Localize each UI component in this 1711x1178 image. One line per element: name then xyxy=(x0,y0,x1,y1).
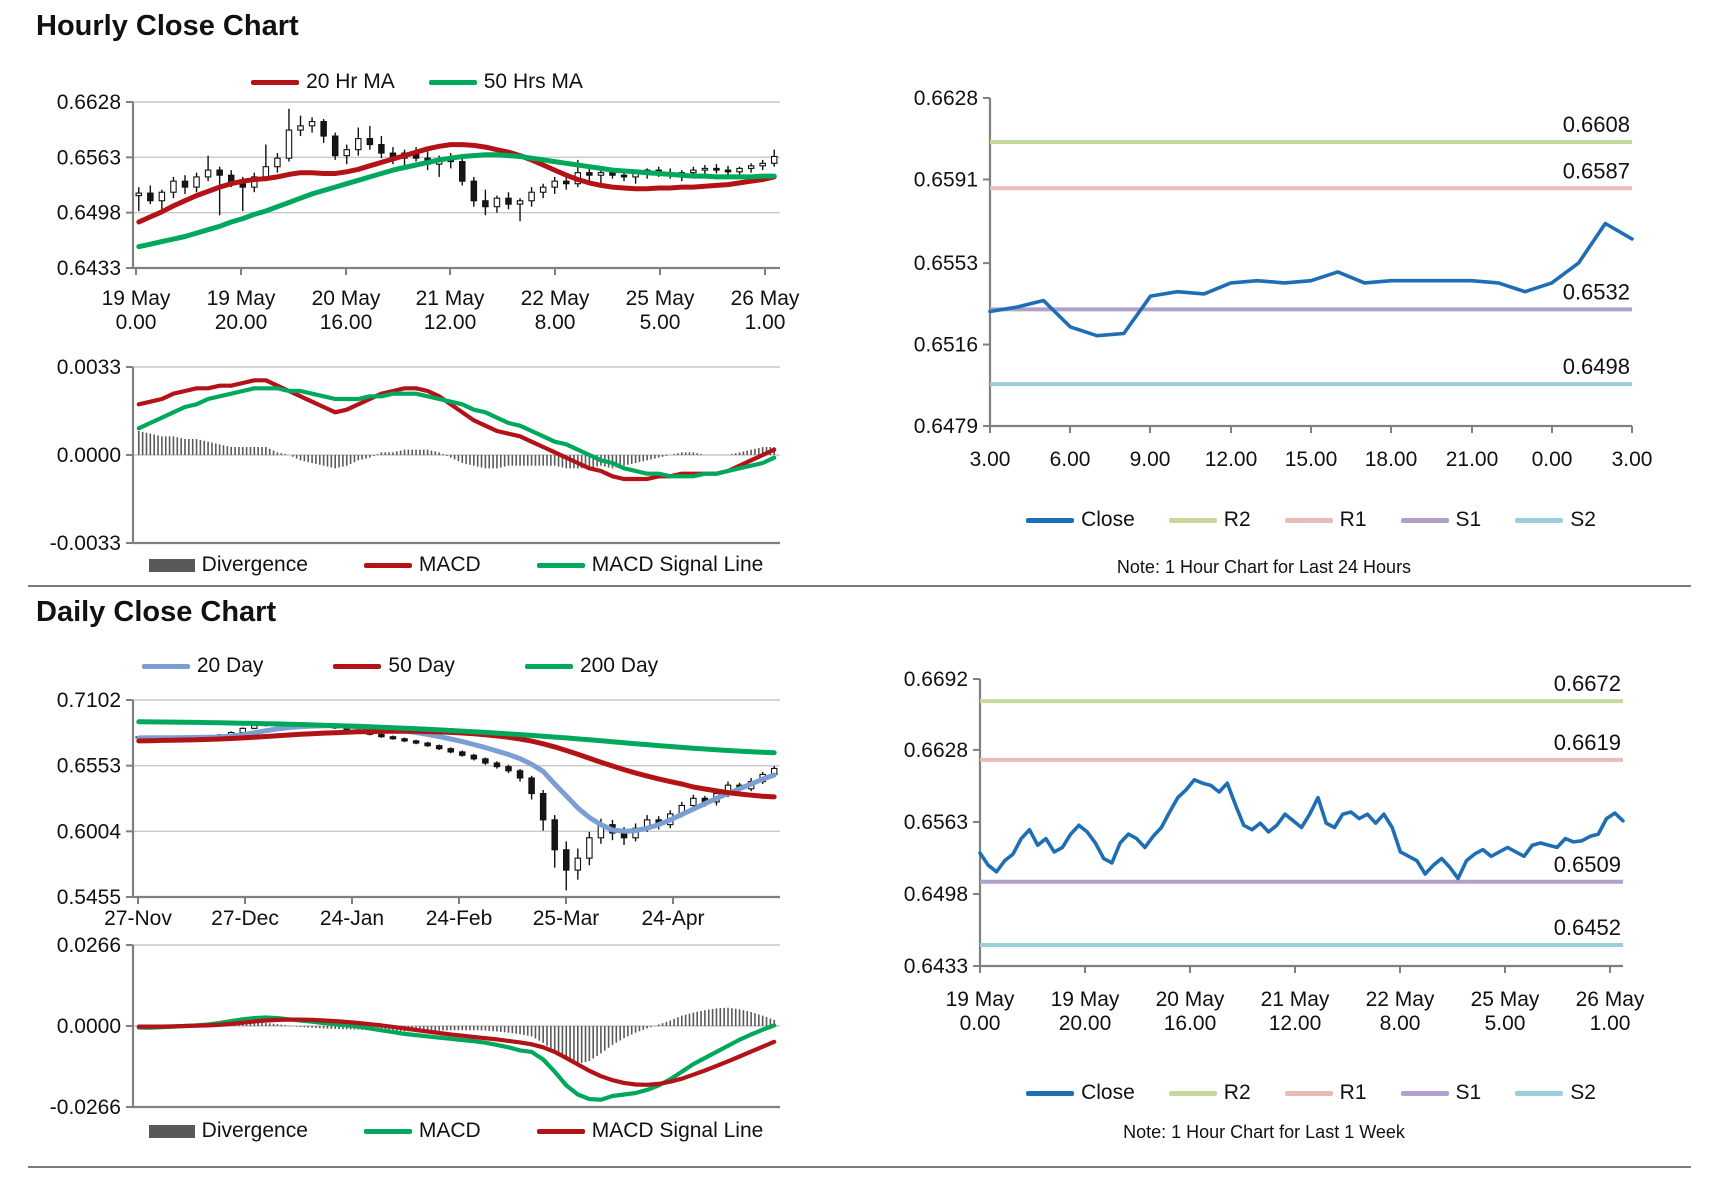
svg-text:3.00: 3.00 xyxy=(1611,448,1653,471)
svg-text:6.00: 6.00 xyxy=(1049,448,1091,471)
svg-text:19 May: 19 May xyxy=(945,988,1015,1011)
hourly-price-legend xyxy=(90,70,744,94)
legend-item-close xyxy=(1026,508,1135,532)
ma20-line-swatch-icon xyxy=(251,80,299,85)
legend-item-macd xyxy=(364,553,481,577)
svg-text:0.6628: 0.6628 xyxy=(56,91,121,114)
legend-item-50day xyxy=(333,654,455,678)
legend-label: 20 Day xyxy=(196,654,264,677)
legend-label: MACD Signal Line xyxy=(591,1119,764,1142)
svg-text:0.6563: 0.6563 xyxy=(903,810,968,834)
legend-item-macd-signal xyxy=(537,1119,764,1143)
legend-item-200day xyxy=(525,654,658,678)
legend-label: S1 xyxy=(1455,1081,1482,1104)
svg-text:0.6628: 0.6628 xyxy=(903,738,968,762)
svg-text:0.6479: 0.6479 xyxy=(913,415,978,438)
legend-label: 200 Day xyxy=(579,654,659,677)
macd-signal-swatch-icon xyxy=(537,1129,585,1134)
legend-label: Divergence xyxy=(201,1119,308,1142)
legend-item-s2 xyxy=(1515,1081,1596,1105)
svg-text:3.00: 3.00 xyxy=(969,448,1011,471)
svg-text:24-Apr: 24-Apr xyxy=(641,907,705,930)
svg-text:0.6433: 0.6433 xyxy=(56,257,121,280)
ma200day-line-swatch-icon xyxy=(525,664,573,669)
hourly-macd-legend xyxy=(129,553,783,577)
svg-text:0.6553: 0.6553 xyxy=(913,252,978,276)
svg-text:0.0000: 0.0000 xyxy=(56,1015,121,1038)
s1-line-swatch-icon xyxy=(1401,1091,1449,1096)
legend-item-s1 xyxy=(1401,1081,1482,1105)
svg-text:1.00: 1.00 xyxy=(744,311,786,334)
hourly-section-title: Hourly Close Chart xyxy=(36,10,299,42)
legend-item-divergence xyxy=(149,553,308,577)
legend-item-close xyxy=(1026,1081,1135,1105)
svg-text:12.00: 12.00 xyxy=(1204,448,1258,471)
svg-text:0.6619: 0.6619 xyxy=(1553,729,1621,755)
ma20day-line-swatch-icon xyxy=(142,664,190,669)
r1-line-swatch-icon xyxy=(1285,518,1333,523)
legend-label: MACD xyxy=(418,553,481,576)
svg-text:0.6608: 0.6608 xyxy=(1562,112,1630,138)
svg-text:15.00: 15.00 xyxy=(1284,448,1338,471)
legend-item-20hr-ma xyxy=(251,70,395,94)
daily-macd-legend xyxy=(129,1119,783,1143)
svg-text:1.00: 1.00 xyxy=(1589,1012,1631,1035)
close-line-swatch-icon xyxy=(1026,518,1074,523)
svg-text:20.00: 20.00 xyxy=(1058,1012,1112,1035)
svg-text:24-Feb: 24-Feb xyxy=(425,907,493,930)
weekly-close-note: Note: 1 Hour Chart for Last 1 Week xyxy=(1123,1122,1405,1142)
svg-text:12.00: 12.00 xyxy=(423,311,477,334)
legend-label: MACD xyxy=(418,1119,481,1142)
s2-line-swatch-icon xyxy=(1515,518,1563,523)
svg-text:0.0266: 0.0266 xyxy=(56,934,121,957)
hourly-close-note: Note: 1 Hour Chart for Last 24 Hours xyxy=(1116,557,1412,577)
legend-label: R2 xyxy=(1223,508,1251,531)
svg-text:8.00: 8.00 xyxy=(534,311,576,334)
section-divider xyxy=(28,585,1691,587)
svg-text:0.6672: 0.6672 xyxy=(1553,671,1621,697)
legend-label: Close xyxy=(1081,1081,1135,1104)
svg-text:16.00: 16.00 xyxy=(1163,1012,1217,1035)
svg-text:0.6498: 0.6498 xyxy=(1562,354,1630,380)
svg-text:20.00: 20.00 xyxy=(214,311,268,334)
legend-label: R1 xyxy=(1339,1081,1367,1104)
svg-text:0.6509: 0.6509 xyxy=(1553,851,1621,877)
svg-text:25 May: 25 May xyxy=(625,287,695,310)
svg-text:20 May: 20 May xyxy=(1155,988,1225,1011)
svg-text:5.00: 5.00 xyxy=(639,311,681,334)
daily-section-title: Daily Close Chart xyxy=(36,596,277,628)
legend-label: Close xyxy=(1081,508,1135,531)
svg-text:0.6553: 0.6553 xyxy=(56,754,121,778)
legend-item-r2 xyxy=(1169,1081,1251,1105)
divergence-swatch-icon xyxy=(149,1125,195,1138)
svg-text:25 May: 25 May xyxy=(1470,988,1540,1011)
legend-label: R1 xyxy=(1339,508,1367,531)
svg-text:5.00: 5.00 xyxy=(1484,1012,1526,1035)
svg-text:21.00: 21.00 xyxy=(1445,448,1499,471)
legend-label: S1 xyxy=(1455,508,1482,531)
svg-text:21 May: 21 May xyxy=(1260,988,1330,1011)
svg-text:-0.0033: -0.0033 xyxy=(49,532,121,555)
svg-text:9.00: 9.00 xyxy=(1129,448,1171,471)
svg-text:22 May: 22 May xyxy=(1365,988,1435,1011)
divergence-swatch-icon xyxy=(149,559,195,572)
svg-text:0.6587: 0.6587 xyxy=(1562,158,1630,184)
svg-text:0.5455: 0.5455 xyxy=(56,886,121,909)
svg-text:0.6004: 0.6004 xyxy=(56,820,121,844)
legend-item-macd xyxy=(364,1119,481,1143)
ma50-line-swatch-icon xyxy=(429,80,477,85)
macd-signal-swatch-icon xyxy=(537,563,585,568)
legend-item-r2 xyxy=(1169,508,1251,532)
macd-line-swatch-icon xyxy=(364,563,412,568)
svg-text:24-Jan: 24-Jan xyxy=(319,907,385,930)
legend-label: S2 xyxy=(1570,508,1596,531)
legend-item-s1 xyxy=(1401,508,1482,532)
legend-item-20day xyxy=(142,654,264,678)
legend-item-r1 xyxy=(1285,1081,1367,1105)
weekly-close-legend xyxy=(990,1081,1632,1105)
svg-text:25-Mar: 25-Mar xyxy=(532,907,600,930)
svg-text:19 May: 19 May xyxy=(101,287,171,310)
svg-text:12.00: 12.00 xyxy=(1268,1012,1322,1035)
legend-label: R2 xyxy=(1223,1081,1251,1104)
svg-text:0.6692: 0.6692 xyxy=(903,668,968,691)
svg-text:19 May: 19 May xyxy=(206,287,276,310)
svg-text:20 May: 20 May xyxy=(311,287,381,310)
svg-text:0.6433: 0.6433 xyxy=(903,955,968,978)
svg-text:26 May: 26 May xyxy=(1575,988,1645,1011)
hourly-close-legend xyxy=(990,508,1632,532)
bottom-divider xyxy=(28,1166,1691,1168)
svg-text:26 May: 26 May xyxy=(730,287,800,310)
svg-text:27-Nov: 27-Nov xyxy=(104,907,172,930)
r2-line-swatch-icon xyxy=(1169,518,1217,523)
svg-text:8.00: 8.00 xyxy=(1379,1012,1421,1035)
daily-price-legend xyxy=(76,654,724,678)
svg-text:-0.0266: -0.0266 xyxy=(49,1096,121,1119)
close-line-swatch-icon xyxy=(1026,1091,1074,1096)
svg-text:0.6532: 0.6532 xyxy=(1562,279,1630,305)
svg-text:27-Dec: 27-Dec xyxy=(211,907,279,930)
legend-item-r1 xyxy=(1285,508,1367,532)
svg-text:0.6563: 0.6563 xyxy=(56,146,121,170)
svg-text:0.6516: 0.6516 xyxy=(913,333,978,357)
r2-line-swatch-icon xyxy=(1169,1091,1217,1096)
svg-text:0.0033: 0.0033 xyxy=(56,356,121,379)
svg-text:0.0000: 0.0000 xyxy=(56,444,121,467)
legend-label: 20 Hr MA xyxy=(306,70,395,93)
svg-text:22 May: 22 May xyxy=(520,287,590,310)
macd-line-swatch-icon xyxy=(364,1129,412,1134)
s2-line-swatch-icon xyxy=(1515,1091,1563,1096)
svg-text:19 May: 19 May xyxy=(1050,988,1120,1011)
svg-text:0.00: 0.00 xyxy=(1531,448,1573,471)
svg-text:18.00: 18.00 xyxy=(1364,448,1418,471)
legend-item-s2 xyxy=(1515,508,1596,532)
legend-item-50hr-ma xyxy=(429,70,583,94)
svg-text:0.7102: 0.7102 xyxy=(56,689,121,712)
legend-item-macd-signal xyxy=(537,553,764,577)
legend-label: MACD Signal Line xyxy=(591,553,764,576)
svg-text:0.00: 0.00 xyxy=(959,1012,1001,1035)
legend-label: 50 Hrs MA xyxy=(483,70,583,93)
r1-line-swatch-icon xyxy=(1285,1091,1333,1096)
svg-text:0.6498: 0.6498 xyxy=(56,201,121,225)
legend-item-divergence xyxy=(149,1119,308,1143)
legend-label: 50 Day xyxy=(388,654,455,677)
svg-text:0.6452: 0.6452 xyxy=(1553,914,1621,940)
svg-text:0.6498: 0.6498 xyxy=(903,882,968,906)
svg-text:0.00: 0.00 xyxy=(115,311,157,334)
svg-text:0.6628: 0.6628 xyxy=(913,87,978,110)
svg-text:21 May: 21 May xyxy=(415,287,485,310)
legend-label: Divergence xyxy=(201,553,308,576)
legend-label: S2 xyxy=(1570,1081,1596,1104)
ma50day-line-swatch-icon xyxy=(333,664,381,669)
svg-text:0.6591: 0.6591 xyxy=(913,168,978,192)
svg-text:16.00: 16.00 xyxy=(319,311,373,334)
s1-line-swatch-icon xyxy=(1401,518,1449,523)
